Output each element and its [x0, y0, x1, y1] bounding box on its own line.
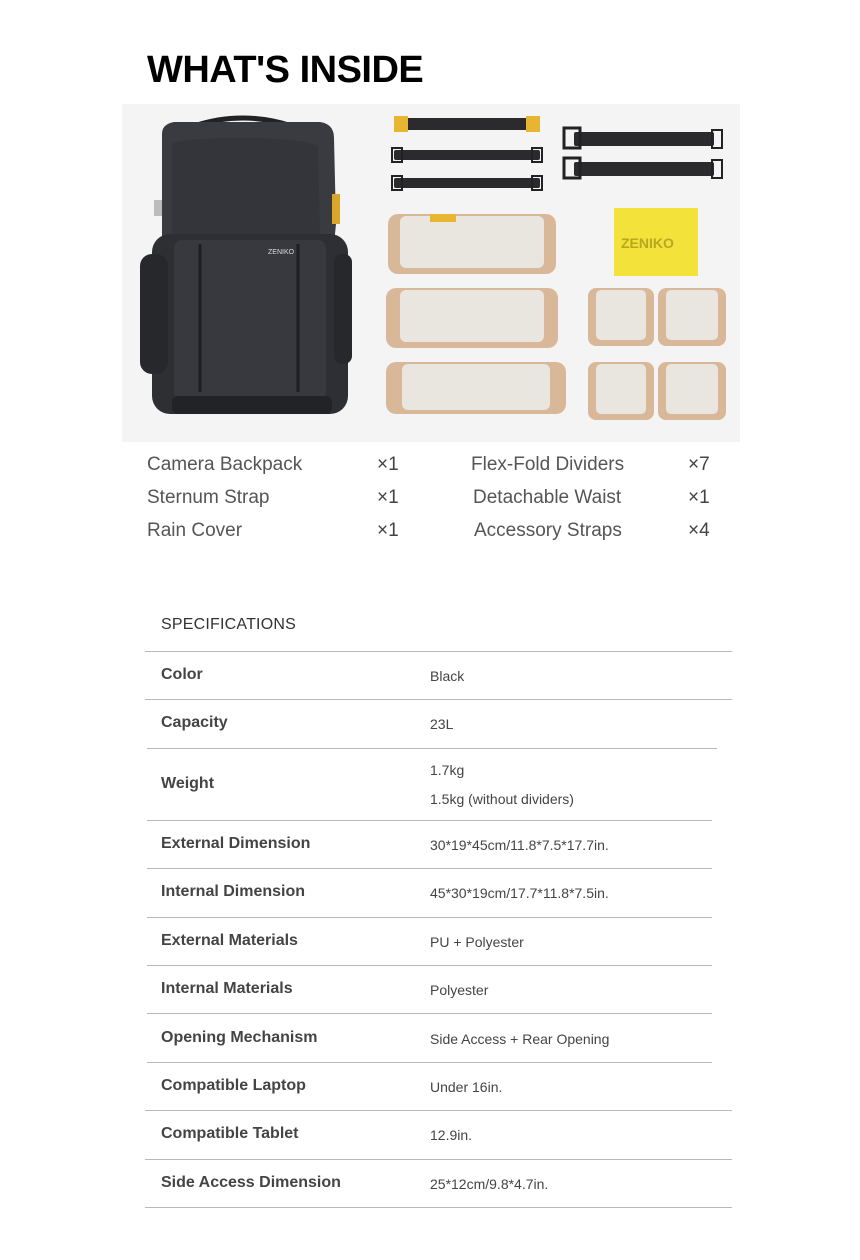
item-quantity: ×1	[377, 487, 399, 508]
rain-cover-image	[614, 208, 698, 276]
backpack-logo: ZENIKO	[268, 249, 295, 256]
spec-label: Weight	[161, 775, 215, 792]
spec-value: 12.9in.	[430, 1127, 473, 1143]
table-divider	[147, 820, 712, 821]
table-divider	[145, 1207, 732, 1208]
table-divider	[145, 699, 732, 700]
spec-value: 1.5kg (without dividers)	[430, 791, 574, 807]
specifications-heading: SPECIFICATIONS	[161, 616, 296, 633]
spec-value: 25*12cm/9.8*4.7in.	[430, 1176, 549, 1192]
table-divider	[145, 651, 732, 652]
spec-value: PU + Polyester	[430, 934, 524, 950]
spec-label: Internal Dimension	[161, 883, 306, 900]
spec-value: Side Access + Rear Opening	[430, 1031, 610, 1047]
item-quantity: ×1	[688, 487, 710, 508]
table-divider	[147, 1013, 712, 1014]
spec-value: 23L	[430, 716, 454, 732]
spec-value: Black	[430, 668, 465, 684]
backpack-image	[140, 118, 352, 414]
item-name: Sternum Strap	[147, 487, 270, 508]
table-divider	[145, 1159, 732, 1160]
item-quantity: ×4	[688, 520, 710, 541]
spec-label: Compatible Laptop	[161, 1077, 306, 1094]
item-name: Rain Cover	[147, 520, 243, 541]
table-divider	[147, 748, 717, 749]
item-quantity: ×1	[377, 454, 399, 475]
item-name: Accessory Straps	[474, 520, 622, 541]
item-quantity: ×1	[377, 520, 399, 541]
item-name: Flex-Fold Dividers	[471, 454, 625, 475]
spec-value: Polyester	[430, 982, 489, 998]
spec-label: External Dimension	[161, 835, 311, 852]
contents-row	[147, 485, 717, 518]
spec-label: Internal Materials	[161, 980, 293, 997]
sternum-strap-image	[394, 116, 540, 132]
spec-value: 30*19*45cm/11.8*7.5*17.7in.	[430, 837, 609, 853]
table-divider	[147, 1062, 712, 1063]
spec-label: Side Access Dimension	[161, 1174, 341, 1191]
rain-cover-logo: ZENIKO	[621, 235, 674, 251]
spec-value: 45*30*19cm/17.7*11.8*7.5in.	[430, 885, 609, 901]
item-name: Detachable Waist	[473, 487, 622, 508]
contents-row	[147, 518, 717, 551]
spec-label: Capacity	[161, 714, 228, 731]
item-quantity: ×7	[688, 454, 710, 475]
item-name: Camera Backpack	[147, 454, 303, 475]
spec-label: External Materials	[161, 932, 298, 949]
table-divider	[147, 868, 712, 869]
spec-label: Color	[161, 666, 203, 683]
spec-value: Under 16in.	[430, 1079, 503, 1095]
table-divider	[147, 965, 712, 966]
contents-list	[147, 452, 717, 551]
table-divider	[147, 917, 712, 918]
section-title: WHAT'S INSIDE	[147, 49, 424, 91]
spec-value: 1.7kg	[430, 762, 465, 778]
spec-label: Compatible Tablet	[161, 1125, 299, 1142]
spec-label: Opening Mechanism	[161, 1029, 318, 1046]
product-contents-illustration	[122, 104, 740, 442]
table-divider	[145, 1110, 732, 1111]
contents-row	[147, 452, 717, 485]
